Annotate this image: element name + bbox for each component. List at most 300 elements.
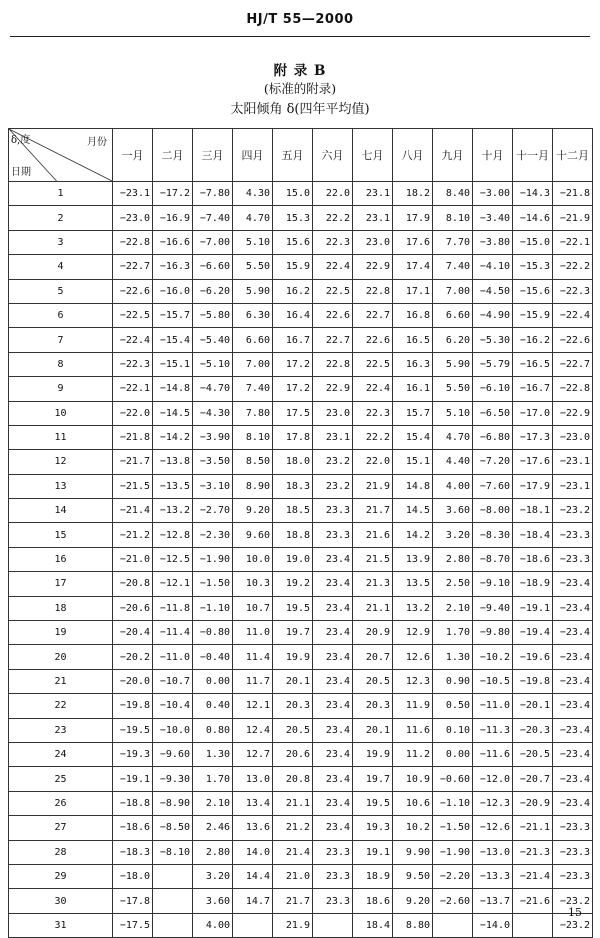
declination-value-cell: −23.2 (553, 499, 593, 523)
declination-value-cell: 14.2 (393, 523, 433, 547)
declination-value-cell: 20.1 (273, 669, 313, 693)
day-cell: 5 (9, 279, 113, 303)
declination-value-cell: 10.3 (233, 572, 273, 596)
declination-value-cell: 5.10 (433, 401, 473, 425)
declination-value-cell: −7.40 (193, 206, 233, 230)
declination-value-cell: −3.10 (193, 474, 233, 498)
declination-value-cell: 3.20 (193, 864, 233, 888)
declination-value-cell: 16.3 (393, 352, 433, 376)
declination-value-cell: −15.4 (153, 328, 193, 352)
declination-value-cell: 23.3 (313, 499, 353, 523)
declination-value-cell: 23.4 (313, 816, 353, 840)
declination-value-cell: 12.4 (233, 718, 273, 742)
declination-value-cell: 15.6 (273, 230, 313, 254)
declination-value-cell: 22.6 (353, 328, 393, 352)
declination-value-cell: −23.4 (553, 718, 593, 742)
month-header: 九月 (433, 129, 473, 182)
declination-value-cell: 22.8 (313, 352, 353, 376)
declination-value-cell: 8.10 (433, 206, 473, 230)
day-cell: 30 (9, 889, 113, 913)
declination-value-cell: 0.90 (433, 669, 473, 693)
declination-value-cell: 22.7 (313, 328, 353, 352)
declination-value-cell: −17.3 (513, 425, 553, 449)
declination-value-cell: −22.8 (113, 230, 153, 254)
declination-value-cell: 22.7 (353, 303, 393, 327)
declination-value-cell (153, 889, 193, 913)
declination-value-cell: 23.4 (313, 621, 353, 645)
declination-value-cell: 7.80 (233, 401, 273, 425)
declination-value-cell: 2.50 (433, 572, 473, 596)
declination-value-cell: −20.2 (113, 645, 153, 669)
declination-value-cell: 4.70 (233, 206, 273, 230)
declination-value-cell: 23.4 (313, 694, 353, 718)
table-row (9, 474, 593, 498)
declination-value-cell: 15.4 (393, 425, 433, 449)
declination-value-cell: 18.2 (393, 182, 433, 206)
declination-value-cell: 23.1 (353, 206, 393, 230)
declination-value-cell: −5.80 (193, 303, 233, 327)
declination-value-cell: 13.2 (393, 596, 433, 620)
declination-value-cell: 16.2 (273, 279, 313, 303)
declination-value-cell: 8.80 (393, 913, 433, 937)
declination-value-cell: 18.9 (353, 864, 393, 888)
declination-value-cell: 15.3 (273, 206, 313, 230)
day-cell: 8 (9, 352, 113, 376)
declination-value-cell: 17.2 (273, 352, 313, 376)
declination-value-cell: 19.0 (273, 547, 313, 571)
table-row (9, 206, 593, 230)
declination-value-cell: 19.7 (353, 767, 393, 791)
declination-value-cell: −15.7 (153, 303, 193, 327)
declination-value-cell: 8.40 (433, 182, 473, 206)
declination-value-cell: 19.2 (273, 572, 313, 596)
declination-value-cell: 13.0 (233, 767, 273, 791)
declination-value-cell: 21.7 (353, 499, 393, 523)
table-row (9, 255, 593, 279)
declination-value-cell: 20.3 (273, 694, 313, 718)
declination-value-cell (433, 913, 473, 937)
declination-value-cell: 22.0 (313, 182, 353, 206)
declination-value-cell: 14.5 (393, 499, 433, 523)
table-row (9, 596, 593, 620)
declination-value-cell: −10.7 (153, 669, 193, 693)
declination-value-cell: 23.1 (313, 425, 353, 449)
declination-value-cell: 20.3 (353, 694, 393, 718)
day-cell: 19 (9, 621, 113, 645)
declination-value-cell: −10.0 (153, 718, 193, 742)
declination-value-cell: 12.7 (233, 742, 273, 766)
table-row (9, 913, 593, 937)
day-cell: 1 (9, 182, 113, 206)
declination-value-cell: 4.70 (433, 425, 473, 449)
declination-value-cell: 21.1 (353, 596, 393, 620)
declination-value-cell: 11.7 (233, 669, 273, 693)
declination-value-cell: 2.80 (193, 840, 233, 864)
day-cell: 3 (9, 230, 113, 254)
declination-value-cell: −16.9 (153, 206, 193, 230)
appendix-subtitle: (标准的附录) (263, 81, 337, 96)
declination-value-cell: −23.2 (553, 889, 593, 913)
declination-value-cell: 4.40 (433, 450, 473, 474)
declination-value-cell: −18.4 (513, 523, 553, 547)
declination-value-cell: −16.3 (153, 255, 193, 279)
declination-value-cell: −9.30 (153, 767, 193, 791)
day-cell: 14 (9, 499, 113, 523)
declination-value-cell: 2.10 (433, 596, 473, 620)
declination-value-cell: 22.0 (353, 450, 393, 474)
declination-value-cell: −2.20 (433, 864, 473, 888)
declination-value-cell: −19.3 (113, 742, 153, 766)
declination-value-cell: −17.5 (113, 913, 153, 937)
declination-value-cell: 1.70 (433, 621, 473, 645)
declination-value-cell: 10.0 (233, 547, 273, 571)
declination-value-cell: −8.70 (473, 547, 513, 571)
day-cell: 26 (9, 791, 113, 815)
declination-value-cell: −23.3 (553, 840, 593, 864)
declination-value-cell: 17.6 (393, 230, 433, 254)
declination-value-cell: 0.10 (433, 718, 473, 742)
declination-value-cell: 9.60 (233, 523, 273, 547)
declination-value-cell: −22.8 (553, 377, 593, 401)
declination-value-cell: −22.7 (113, 255, 153, 279)
declination-value-cell: −15.3 (513, 255, 553, 279)
declination-value-cell: 23.4 (313, 547, 353, 571)
declination-value-cell: 19.5 (273, 596, 313, 620)
declination-value-cell: −19.1 (113, 767, 153, 791)
declination-value-cell: −10.4 (153, 694, 193, 718)
declination-value-cell: 23.4 (313, 742, 353, 766)
declination-value-cell: −21.4 (513, 864, 553, 888)
declination-value-cell: 23.3 (313, 889, 353, 913)
declination-value-cell: 4.30 (233, 182, 273, 206)
table-row (9, 303, 593, 327)
declination-value-cell: −21.9 (553, 206, 593, 230)
declination-value-cell: 14.0 (233, 840, 273, 864)
declination-value-cell: −8.50 (153, 816, 193, 840)
declination-value-cell: −13.2 (153, 499, 193, 523)
declination-value-cell: −5.30 (473, 328, 513, 352)
declination-value-cell: −6.20 (193, 279, 233, 303)
declination-value-cell: −8.90 (153, 791, 193, 815)
declination-value-cell: −12.0 (473, 767, 513, 791)
declination-value-cell: −9.40 (473, 596, 513, 620)
declination-value-cell: 17.5 (273, 401, 313, 425)
declination-value-cell: −23.1 (553, 450, 593, 474)
month-header: 七月 (353, 129, 393, 182)
declination-value-cell: 20.8 (273, 767, 313, 791)
declination-value-cell: 14.8 (393, 474, 433, 498)
declination-value-cell (233, 913, 273, 937)
declination-value-cell: 19.1 (353, 840, 393, 864)
declination-value-cell: 8.50 (233, 450, 273, 474)
declination-value-cell (313, 913, 353, 937)
declination-value-cell: 21.4 (273, 840, 313, 864)
declination-value-cell: 5.50 (433, 377, 473, 401)
declination-value-cell: 0.50 (433, 694, 473, 718)
day-cell: 27 (9, 816, 113, 840)
declination-value-cell: −8.30 (473, 523, 513, 547)
declination-value-cell: 18.3 (273, 474, 313, 498)
day-cell: 16 (9, 547, 113, 571)
declination-value-cell: −13.5 (153, 474, 193, 498)
declination-value-cell: −22.2 (553, 255, 593, 279)
declination-value-cell: −14.3 (513, 182, 553, 206)
declination-value-cell: 11.2 (393, 742, 433, 766)
declination-value-cell: −22.9 (553, 401, 593, 425)
declination-value-cell: 23.4 (313, 791, 353, 815)
declination-value-cell: 23.3 (313, 864, 353, 888)
declination-table (8, 128, 593, 938)
declination-value-cell: 14.7 (233, 889, 273, 913)
declination-value-cell: 8.10 (233, 425, 273, 449)
declination-value-cell: 9.90 (393, 840, 433, 864)
declination-value-cell: −10.2 (473, 645, 513, 669)
table-row (9, 182, 593, 206)
declination-value-cell: −0.80 (193, 621, 233, 645)
table-row (9, 669, 593, 693)
declination-value-cell: −23.4 (553, 572, 593, 596)
declination-value-cell: −19.8 (513, 669, 553, 693)
declination-value-cell: −22.1 (553, 230, 593, 254)
declination-value-cell: 13.4 (233, 791, 273, 815)
declination-value-cell: 7.00 (233, 352, 273, 376)
declination-value-cell: 21.6 (353, 523, 393, 547)
declination-value-cell: 12.9 (393, 621, 433, 645)
declination-value-cell: 19.9 (353, 742, 393, 766)
declination-value-cell: 0.80 (193, 718, 233, 742)
declination-value-cell: −22.5 (113, 303, 153, 327)
declination-value-cell: −3.40 (473, 206, 513, 230)
declination-value-cell: 21.2 (273, 816, 313, 840)
declination-value-cell: −8.00 (473, 499, 513, 523)
declination-value-cell: 20.1 (353, 718, 393, 742)
declination-value-cell: 10.7 (233, 596, 273, 620)
declination-value-cell: −23.3 (553, 523, 593, 547)
declination-value-cell: 17.8 (273, 425, 313, 449)
declination-value-cell: −18.6 (113, 816, 153, 840)
declination-value-cell: 6.20 (433, 328, 473, 352)
declination-value-cell: −1.50 (433, 816, 473, 840)
table-row (9, 401, 593, 425)
declination-value-cell: 12.6 (393, 645, 433, 669)
day-cell: 21 (9, 669, 113, 693)
declination-value-cell: 15.9 (273, 255, 313, 279)
declination-value-cell: −0.60 (433, 767, 473, 791)
day-cell: 6 (9, 303, 113, 327)
declination-value-cell: 2.46 (193, 816, 233, 840)
declination-value-cell: −18.1 (513, 499, 553, 523)
declination-value-cell: −17.9 (513, 474, 553, 498)
declination-value-cell: −22.4 (553, 303, 593, 327)
declination-value-cell: 16.8 (393, 303, 433, 327)
table-row (9, 352, 593, 376)
declination-value-cell: 23.4 (313, 767, 353, 791)
declination-value-cell: 19.9 (273, 645, 313, 669)
declination-value-cell: −22.3 (113, 352, 153, 376)
declination-value-cell: −7.80 (193, 182, 233, 206)
declination-value-cell: −2.60 (433, 889, 473, 913)
declination-value-cell: −12.3 (473, 791, 513, 815)
declination-value-cell: −23.4 (553, 645, 593, 669)
declination-value-cell: −19.5 (113, 718, 153, 742)
declination-value-cell: −20.9 (513, 791, 553, 815)
declination-value-cell: 23.4 (313, 572, 353, 596)
declination-value-cell: −3.90 (193, 425, 233, 449)
declination-value-cell: 5.50 (233, 255, 273, 279)
declination-value-cell: −18.6 (513, 547, 553, 571)
corner-label-declination: δ,度 (11, 135, 31, 146)
declination-value-cell: −2.70 (193, 499, 233, 523)
corner-cell (9, 129, 113, 182)
declination-value-cell: 21.1 (273, 791, 313, 815)
declination-value-cell: −14.2 (153, 425, 193, 449)
declination-value-cell: −5.79 (473, 352, 513, 376)
day-cell: 10 (9, 401, 113, 425)
declination-value-cell: −1.10 (193, 596, 233, 620)
declination-value-cell: 15.0 (273, 182, 313, 206)
declination-value-cell: 2.10 (193, 791, 233, 815)
table-row (9, 279, 593, 303)
table-row (9, 450, 593, 474)
declination-value-cell: 4.00 (193, 913, 233, 937)
table-row (9, 328, 593, 352)
declination-value-cell: −9.10 (473, 572, 513, 596)
declination-value-cell: 13.5 (393, 572, 433, 596)
month-header: 五月 (273, 129, 313, 182)
declination-value-cell: 12.3 (393, 669, 433, 693)
declination-value-cell: −9.60 (153, 742, 193, 766)
declination-value-cell: −11.0 (473, 694, 513, 718)
declination-value-cell: 8.90 (233, 474, 273, 498)
declination-value-cell: −15.6 (513, 279, 553, 303)
declination-value-cell: 20.6 (273, 742, 313, 766)
day-cell: 29 (9, 864, 113, 888)
declination-value-cell: 1.30 (193, 742, 233, 766)
declination-value-cell: −20.3 (513, 718, 553, 742)
declination-value-cell: −0.40 (193, 645, 233, 669)
table-row (9, 889, 593, 913)
declination-value-cell (513, 913, 553, 937)
day-cell: 18 (9, 596, 113, 620)
declination-value-cell: −18.9 (513, 572, 553, 596)
declination-value-cell: −1.10 (433, 791, 473, 815)
appendix-title: 附 录 B (273, 63, 327, 79)
declination-value-cell: −21.6 (513, 889, 553, 913)
day-cell: 17 (9, 572, 113, 596)
day-cell: 13 (9, 474, 113, 498)
declination-value-cell: 6.30 (233, 303, 273, 327)
declination-value-cell: −22.1 (113, 377, 153, 401)
declination-value-cell: 17.4 (393, 255, 433, 279)
declination-value-cell: 23.2 (313, 450, 353, 474)
table-row (9, 694, 593, 718)
declination-value-cell: −1.90 (193, 547, 233, 571)
declination-value-cell: 3.20 (433, 523, 473, 547)
declination-value-cell: 12.1 (233, 694, 273, 718)
declination-value-cell: 19.7 (273, 621, 313, 645)
declination-value-cell: −23.4 (553, 791, 593, 815)
declination-value-cell: −21.0 (113, 547, 153, 571)
declination-value-cell: −18.3 (113, 840, 153, 864)
declination-value-cell: 6.60 (433, 303, 473, 327)
declination-value-cell: −19.8 (113, 694, 153, 718)
table-row (9, 718, 593, 742)
table-row (9, 499, 593, 523)
declination-value-cell: 9.20 (393, 889, 433, 913)
declination-value-cell: −18.8 (113, 791, 153, 815)
declination-value-cell: −17.8 (113, 889, 153, 913)
declination-value-cell: 23.4 (313, 645, 353, 669)
declination-value-cell: 5.10 (233, 230, 273, 254)
declination-value-cell: 10.6 (393, 791, 433, 815)
declination-value-cell: 16.5 (393, 328, 433, 352)
declination-value-cell: −12.8 (153, 523, 193, 547)
declination-value-cell: −23.2 (553, 913, 593, 937)
declination-value-cell: 20.9 (353, 621, 393, 645)
declination-value-cell: −16.0 (153, 279, 193, 303)
declination-value-cell: −23.0 (553, 425, 593, 449)
declination-value-cell: 0.00 (433, 742, 473, 766)
declination-value-cell: −21.1 (513, 816, 553, 840)
day-cell: 12 (9, 450, 113, 474)
declination-value-cell: 5.90 (233, 279, 273, 303)
declination-value-cell: 15.1 (393, 450, 433, 474)
day-cell: 31 (9, 913, 113, 937)
declination-value-cell: 15.7 (393, 401, 433, 425)
table-row (9, 547, 593, 571)
declination-value-cell: 16.4 (273, 303, 313, 327)
day-cell: 28 (9, 840, 113, 864)
declination-value-cell: −11.3 (473, 718, 513, 742)
declination-value-cell: 7.40 (233, 377, 273, 401)
declination-value-cell: −21.2 (113, 523, 153, 547)
declination-value-cell: −5.10 (193, 352, 233, 376)
declination-value-cell: 23.0 (313, 401, 353, 425)
declination-value-cell: 18.6 (353, 889, 393, 913)
day-cell: 22 (9, 694, 113, 718)
declination-value-cell: −23.3 (553, 864, 593, 888)
table-row (9, 377, 593, 401)
declination-value-cell: −12.1 (153, 572, 193, 596)
declination-value-cell: −22.6 (553, 328, 593, 352)
declination-value-cell: 11.6 (393, 718, 433, 742)
declination-value-cell: −19.1 (513, 596, 553, 620)
declination-value-cell: −20.4 (113, 621, 153, 645)
declination-value-cell: 22.2 (353, 425, 393, 449)
declination-value-cell: 18.5 (273, 499, 313, 523)
document-code-header: HJ/T 55—2000 (246, 12, 354, 27)
declination-value-cell: −21.3 (513, 840, 553, 864)
declination-value-cell: 21.7 (273, 889, 313, 913)
declination-value-cell: −13.7 (473, 889, 513, 913)
declination-value-cell: −9.80 (473, 621, 513, 645)
declination-value-cell: −6.10 (473, 377, 513, 401)
month-header: 十月 (473, 129, 513, 182)
declination-value-cell: 22.2 (313, 206, 353, 230)
declination-value-cell: −19.4 (513, 621, 553, 645)
declination-value-cell: −22.3 (553, 279, 593, 303)
declination-value-cell: −17.2 (153, 182, 193, 206)
declination-value-cell: 19.3 (353, 816, 393, 840)
declination-value-cell: 3.60 (193, 889, 233, 913)
declination-value-cell: 16.1 (393, 377, 433, 401)
month-header: 十二月 (553, 129, 593, 182)
declination-value-cell: 6.60 (233, 328, 273, 352)
declination-value-cell: −7.20 (473, 450, 513, 474)
declination-value-cell: −10.5 (473, 669, 513, 693)
declination-value-cell: 21.5 (353, 547, 393, 571)
month-header: 六月 (313, 129, 353, 182)
